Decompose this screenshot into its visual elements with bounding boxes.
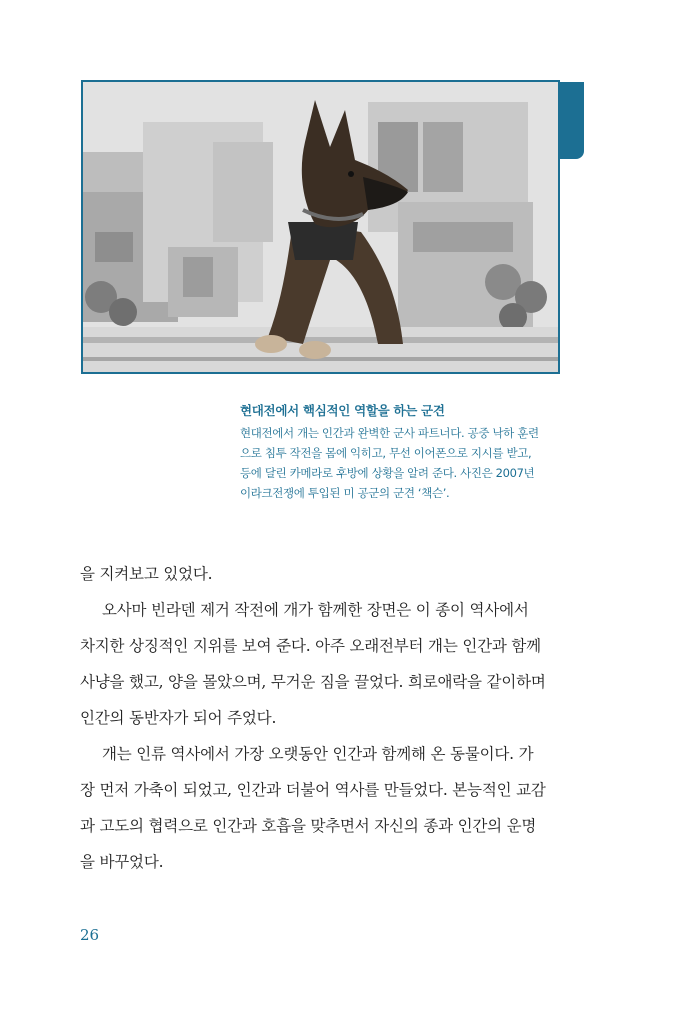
dog-photo: [81, 80, 560, 374]
body-line: 장 먼저 가축이 되었고, 인간과 더불어 역사를 만들었다. 본능적인 교감: [80, 781, 546, 799]
body-line: 을 지켜보고 있었다.: [80, 565, 213, 583]
dog-photo-illustration: [83, 82, 558, 372]
caption-line: 으로 침투 작전을 몸에 익히고, 무선 이어폰으로 지시를 받고,: [240, 446, 532, 460]
body-line: 을 바꾸었다.: [80, 853, 164, 871]
body-line: 차지한 상징적인 지위를 보여 준다. 아주 오래전부터 개는 인간과 함께: [80, 637, 541, 655]
body-line: 인간의 동반자가 되어 주었다.: [80, 709, 277, 727]
body-line: 과 고도의 협력으로 인간과 호흡을 맞추면서 자신의 종과 인간의 운명: [80, 817, 537, 835]
body-line: 오사마 빈라덴 제거 작전에 개가 함께한 장면은 이 종이 역사에서: [102, 601, 529, 619]
caption-title: 현대전에서 핵심적인 역할을 하는 군견: [240, 403, 445, 418]
chapter-tab-marker: [560, 82, 584, 159]
caption-line: 현대전에서 개는 인간과 완벽한 군사 파트너다. 공중 낙하 훈련: [240, 426, 539, 440]
body-line: 개는 인류 역사에서 가장 오랫동안 인간과 함께해 온 동물이다. 가: [102, 745, 534, 763]
caption-line: 이라크전쟁에 투입된 미 공군의 군견 ‘책슨’.: [240, 486, 450, 500]
body-line: 사냥을 했고, 양을 몰았으며, 무거운 짐을 끌었다. 희로애락을 같이하며: [80, 673, 546, 691]
page-number: 26: [80, 926, 100, 944]
caption-line: 등에 달린 카메라로 후방에 상황을 알려 준다. 사진은 2007년: [240, 466, 535, 480]
body-text: [80, 556, 596, 880]
photo-caption: [240, 402, 568, 503]
